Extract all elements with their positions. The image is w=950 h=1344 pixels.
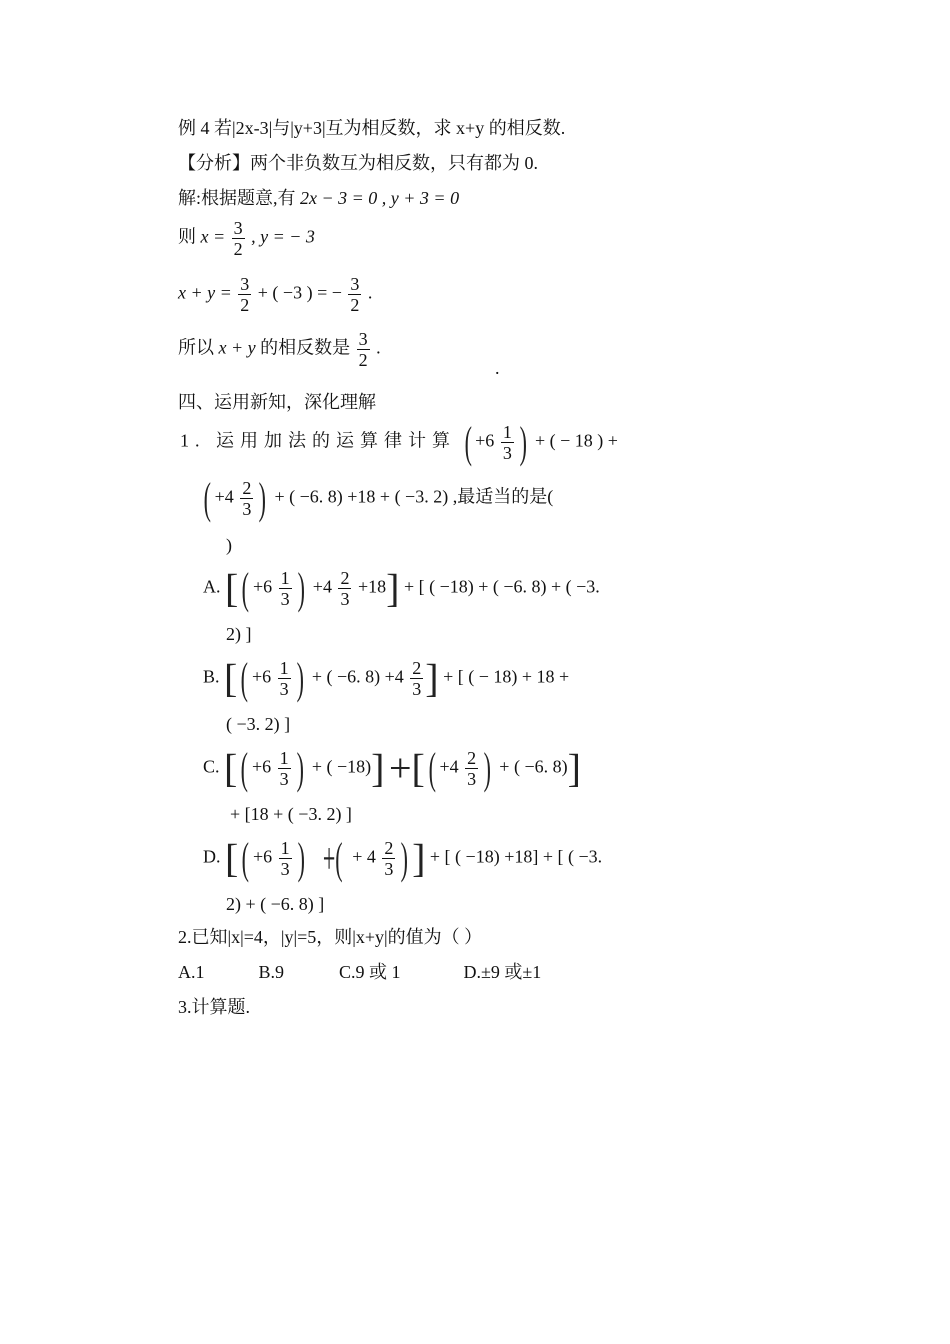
q1-option-d[interactable]: D. [( +6 $\frac{1}{3}$ ) +( + 4 $\frac{2}{3}$ )] + [ ( −18) +18] + [ ( −3.	[203, 833, 603, 883]
fraction-3-2: $\frac{3}{2}$	[233, 218, 243, 259]
q1-line-3: )	[226, 535, 232, 555]
stray-dot: .	[495, 358, 500, 378]
option-label: D.	[203, 846, 221, 867]
q1-line2-rest: + ( −6. 8) +18 + ( −3. 2) ,最适当的是(	[274, 486, 554, 507]
fraction-3-2: $\frac{3}{2}$	[358, 329, 368, 370]
fraction-1-3: $\frac{1}{3}$	[502, 422, 512, 463]
solution-equations: 2x − 3 = 0 , y + 3 = 0	[300, 188, 460, 208]
fraction-2-3: $\frac{2}{3}$	[242, 478, 252, 519]
q2-options	[178, 960, 541, 984]
option-label: C.	[203, 756, 220, 777]
sum-rest: + ( −3 ) = −	[257, 282, 342, 303]
q1-option-b[interactable]: B. [( +6 $\frac{1}{3}$ ) + ( −6. 8) +4 $\frac{2}{3}$ ] + [ ( − 18) + 18 +	[203, 653, 570, 703]
x-equals: x =	[200, 226, 226, 247]
solution-line-2	[178, 218, 315, 259]
plus-four: +4	[214, 486, 234, 507]
option-label: A.	[203, 576, 221, 597]
fraction-3-2: $\frac{3}{2}$	[240, 274, 250, 315]
example-title: 例 4 若|2x-3|与|y+3|互为相反数，求 x+y 的相反数.	[178, 118, 566, 138]
q1-option-a[interactable]: A. [( +6 $\frac{1}{3}$ ) +4 $\frac{2}{3}$ +18] + [ ( −18) + ( −6. 8) + ( −3.	[203, 563, 600, 613]
section-heading: 四、运用新知，深化理解	[178, 392, 376, 412]
q1-stem-text: 1. 运用加法的运算律计算	[180, 430, 456, 451]
q2-stem: 2.已知|x|=4，|y|=5，则|x+y|的值为（ ）	[178, 927, 483, 947]
q2-option-b[interactable]: B.9	[258, 962, 285, 982]
y-equals: , y = − 3	[251, 226, 315, 247]
plus-six: +6	[475, 430, 495, 451]
q1-option-c-line2: + [18 + ( −3. 2) ]	[230, 804, 352, 824]
x-plus-y: x + y	[218, 337, 256, 358]
solution-prefix: 解:根据题意,有	[178, 188, 296, 208]
option-label: B.	[203, 666, 220, 687]
q1-option-b-line2: ( −3. 2) ]	[226, 714, 291, 734]
so-label: 所以	[178, 337, 214, 358]
opposite-label: 的相反数是	[260, 337, 351, 358]
analysis-text: 【分析】两个非负数互为相反数，只有都为 0.	[178, 153, 538, 173]
then-label: 则	[178, 226, 196, 247]
fraction-3-2: $\frac{3}{2}$	[350, 274, 360, 315]
q1-line-2: ( +4 $\frac{2}{3}$ ) + ( −6. 8) +18 + ( −3. 2) ,最适当的是(	[203, 473, 554, 523]
solution-line-4	[178, 329, 381, 370]
q2-option-c[interactable]: C.9 或 1	[339, 962, 401, 982]
q1-option-c[interactable]: C. [( +6 $\frac{1}{3}$ ) + ( −18)] +[( +4 $\frac{2}{3}$ ) + ( −6. 8)]	[203, 743, 581, 793]
q1-stem: 1. 运用加法的运算律计算 ( +6 $\frac{1}{3}$ ) + ( − 18 ) +	[180, 417, 618, 467]
q2-option-a[interactable]: A.1	[178, 962, 205, 982]
period: .	[367, 282, 373, 303]
solution-line-3	[178, 274, 372, 315]
q3-stem: 3.计算题.	[178, 997, 250, 1017]
q2-option-d[interactable]: D.±9 或±1	[463, 962, 542, 982]
solution-line-1	[178, 186, 459, 210]
sum-expression: x + y =	[178, 282, 232, 303]
q1-option-d-line2: 2) + ( −6. 8) ]	[226, 894, 325, 914]
period: .	[376, 337, 381, 358]
q1-stem-rest: + ( − 18 ) +	[534, 430, 618, 451]
q1-option-a-line2: 2) ]	[226, 624, 252, 644]
